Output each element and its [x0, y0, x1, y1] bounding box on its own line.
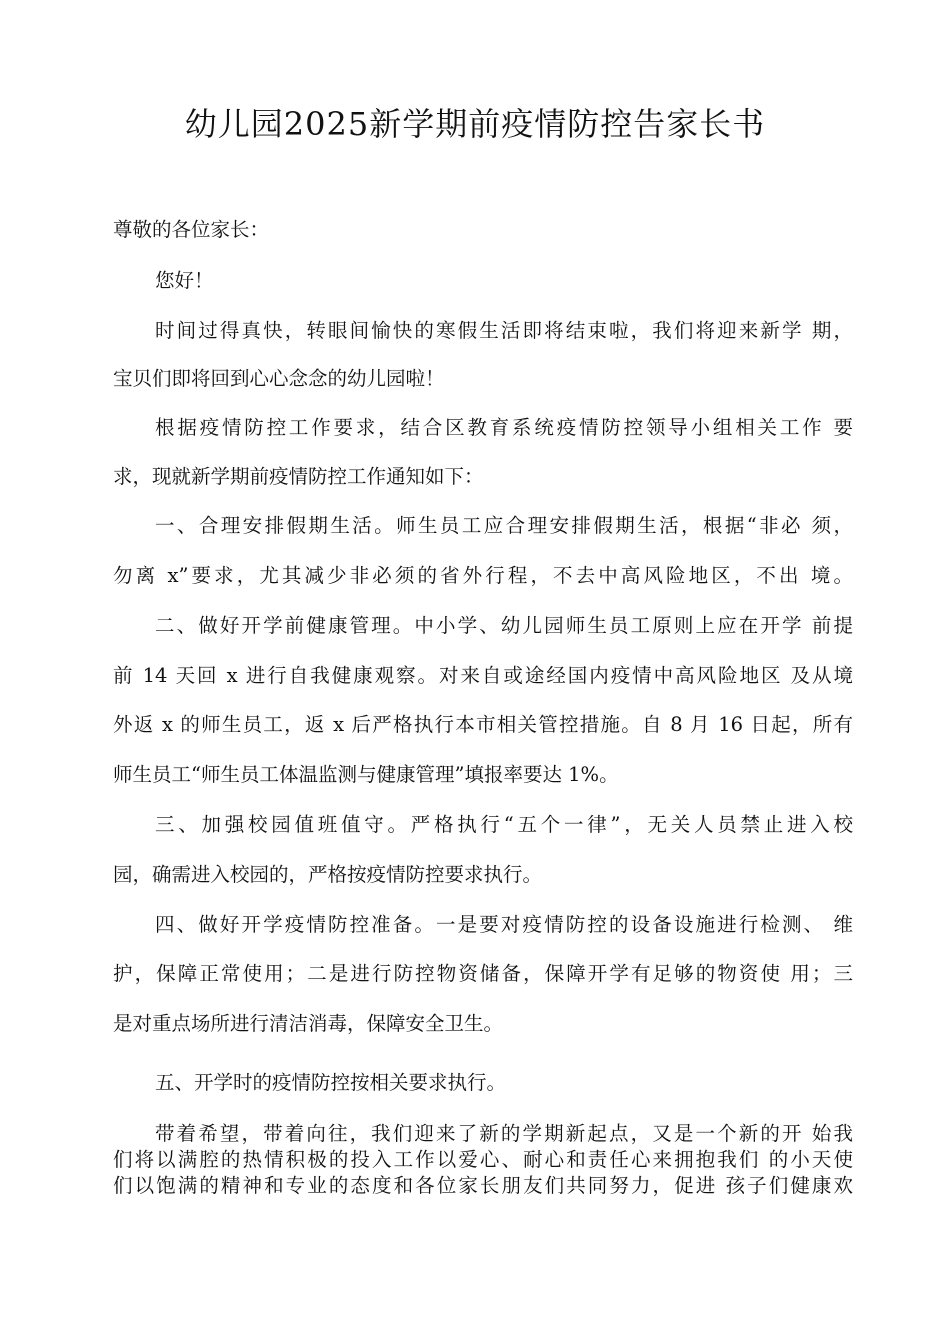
paragraph-line: 一、合理安排假期生活。师生员工应合理安排假期生活，根据“非必 须，	[155, 514, 853, 537]
paragraph-line: 二、做好开学前健康管理。中小学、幼儿园师生员工原则上应在开学 前提	[155, 614, 853, 637]
paragraph-line: 是对重点场所进行清洁消毒，保障安全卫生。	[113, 1012, 504, 1035]
paragraph-line: 们将以满腔的热情积极的投入工作以爱心、耐心和责任心来拥抱我们 的小天使	[113, 1148, 853, 1171]
paragraph-line: 带着希望，带着向往，我们迎来了新的学期新起点，又是一个新的开 始我	[155, 1122, 853, 1145]
document-title: 幼儿园2025新学期前疫情防控告家长书	[184, 105, 766, 143]
paragraph-line: 前 14 天回 x 进行自我健康观察。对来自或途经国内疫情中高风险地区 及从境	[113, 664, 853, 687]
paragraph-line: 勿离 x”要求，尤其减少非必须的省外行程，不去中高风险地区，不出 境。	[113, 564, 853, 587]
paragraph-line: 三、加强校园值班值守。严格执行“五个一律”，无关人员禁止进入校	[155, 813, 853, 836]
salutation: 尊敬的各位家长：	[113, 218, 270, 241]
paragraph-line: 外返 x 的师生员工，返 x 后严格执行本市相关管控措施。自 8 月 16 日起，所有	[113, 713, 853, 736]
paragraph-line: 护，保障正常使用；二是进行防控物资储备，保障开学有足够的物资使 用；三	[113, 962, 853, 985]
paragraph-line: 根据疫情防控工作要求，结合区教育系统疫情防控领导小组相关工作 要	[155, 416, 853, 439]
paragraph-line: 四、做好开学疫情防控准备。一是要对疫情防控的设备设施进行检测、 维	[155, 913, 853, 936]
paragraph-line: 求，现就新学期前疫情防控工作通知如下：	[113, 465, 484, 488]
greeting: 您好！	[155, 269, 214, 292]
paragraph-line: 宝贝们即将回到心心念念的幼儿园啦！	[113, 367, 445, 390]
paragraph-line: 们以饱满的精神和专业的态度和各位家长朋友们共同努力，促进 孩子们健康欢	[113, 1174, 853, 1197]
paragraph-line: 师生员工“师生员工体温监测与健康管理”填报率要达 1%。	[113, 763, 619, 786]
paragraph-line: 五、开学时的疫情防控按相关要求执行。	[155, 1071, 507, 1094]
paragraph-line: 时间过得真快，转眼间愉快的寒假生活即将结束啦，我们将迎来新学 期，	[155, 319, 853, 342]
paragraph-line: 园，确需进入校园的，严格按疫情防控要求执行。	[113, 863, 543, 886]
